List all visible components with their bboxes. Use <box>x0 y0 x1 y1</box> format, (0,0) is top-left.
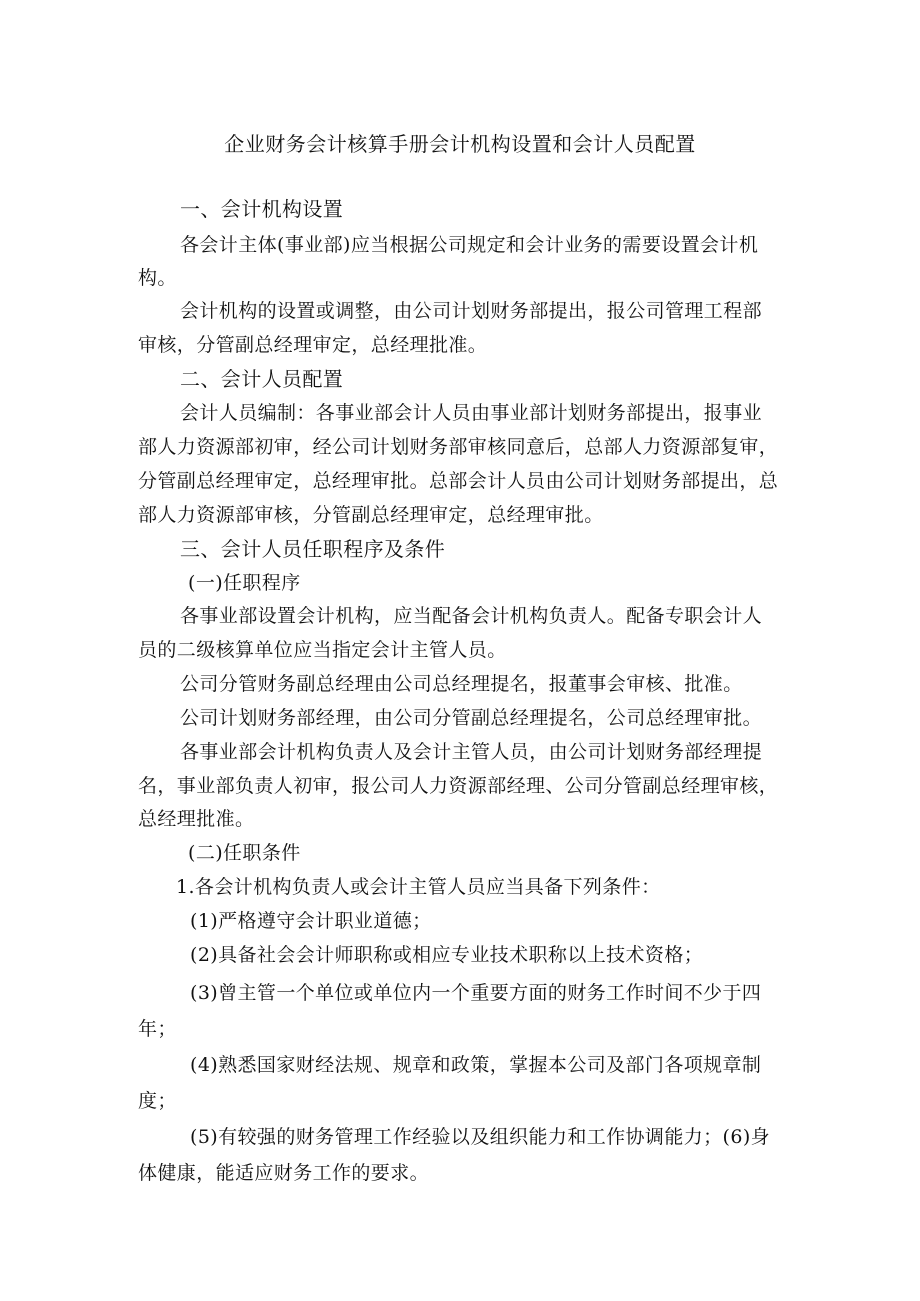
paragraph-line: 审核，分管副总经理审定，总经理批准。 <box>138 334 488 356</box>
section-heading-1: 一、会计机构设置 <box>180 197 344 221</box>
document-title: 企业财务会计核算手册会计机构设置和会计人员配置 <box>224 132 696 156</box>
paragraph-line: 员的二级核算单位应当指定会计主管人员。 <box>138 639 507 661</box>
list-item: (4)熟悉国家财经法规、规章和政策，掌握本公司及部门各项规章制 <box>190 1054 762 1076</box>
list-item: (3)曾主管一个单位或单位内一个重要方面的财务工作时间不少于四 <box>190 982 762 1004</box>
paragraph-line: 总经理批准。 <box>138 808 255 830</box>
paragraph-line: 部人力资源部审核，分管副总经理审定，总经理审批。 <box>138 504 604 526</box>
subsection-heading: (一)任职程序 <box>188 572 301 594</box>
paragraph-line: 构。 <box>138 267 177 289</box>
list-item: (1)严格遵守会计职业道德； <box>190 910 432 932</box>
list-item: 年； <box>138 1018 177 1040</box>
paragraph-line: 部人力资源部初审，经公司计划财务部审核同意后，总部人力资源部复审， <box>138 436 779 458</box>
section-heading-2: 二、会计人员配置 <box>180 367 344 391</box>
list-item: 1.各会计机构负责人或会计主管人员应当具备下列条件： <box>176 876 661 898</box>
paragraph-line: 公司计划财务部经理，由公司分管副总经理提名，公司总经理审批。 <box>180 707 763 729</box>
paragraph-line: 会计机构的设置或调整，由公司计划财务部提出，报公司管理工程部 <box>180 300 763 322</box>
list-item: (2)具备社会会计师职称或相应专业技术职称以上技术资格； <box>190 944 704 966</box>
subsection-heading: (二)任职条件 <box>188 842 301 864</box>
section-heading-3: 三、会计人员任职程序及条件 <box>180 537 446 561</box>
list-item: 度； <box>138 1090 177 1112</box>
paragraph-line: 各会计主体(事业部)应当根据公司规定和会计业务的需要设置会计机 <box>180 234 759 256</box>
paragraph-line: 分管副总经理审定，总经理审批。总部会计人员由公司计划财务部提出，总 <box>138 470 779 492</box>
paragraph-line: 名，事业部负责人初审，报公司人力资源部经理、公司分管副总经理审核， <box>138 775 779 797</box>
paragraph-line: 公司分管财务副总经理由公司总经理提名，报董事会审核、批准。 <box>180 673 743 695</box>
list-item: (5)有较强的财务管理工作经验以及组织能力和工作协调能力；(6)身 <box>190 1126 771 1148</box>
paragraph-line: 各事业部会计机构负责人及会计主管人员，由公司计划财务部经理提 <box>180 741 763 763</box>
paragraph-line: 各事业部设置会计机构，应当配备会计机构负责人。配备专职会计人 <box>180 605 763 627</box>
paragraph-line: 会计人员编制：各事业部会计人员由事业部计划财务部提出，报事业 <box>180 402 763 424</box>
list-item: 体健康，能适应财务工作的要求。 <box>138 1162 430 1184</box>
